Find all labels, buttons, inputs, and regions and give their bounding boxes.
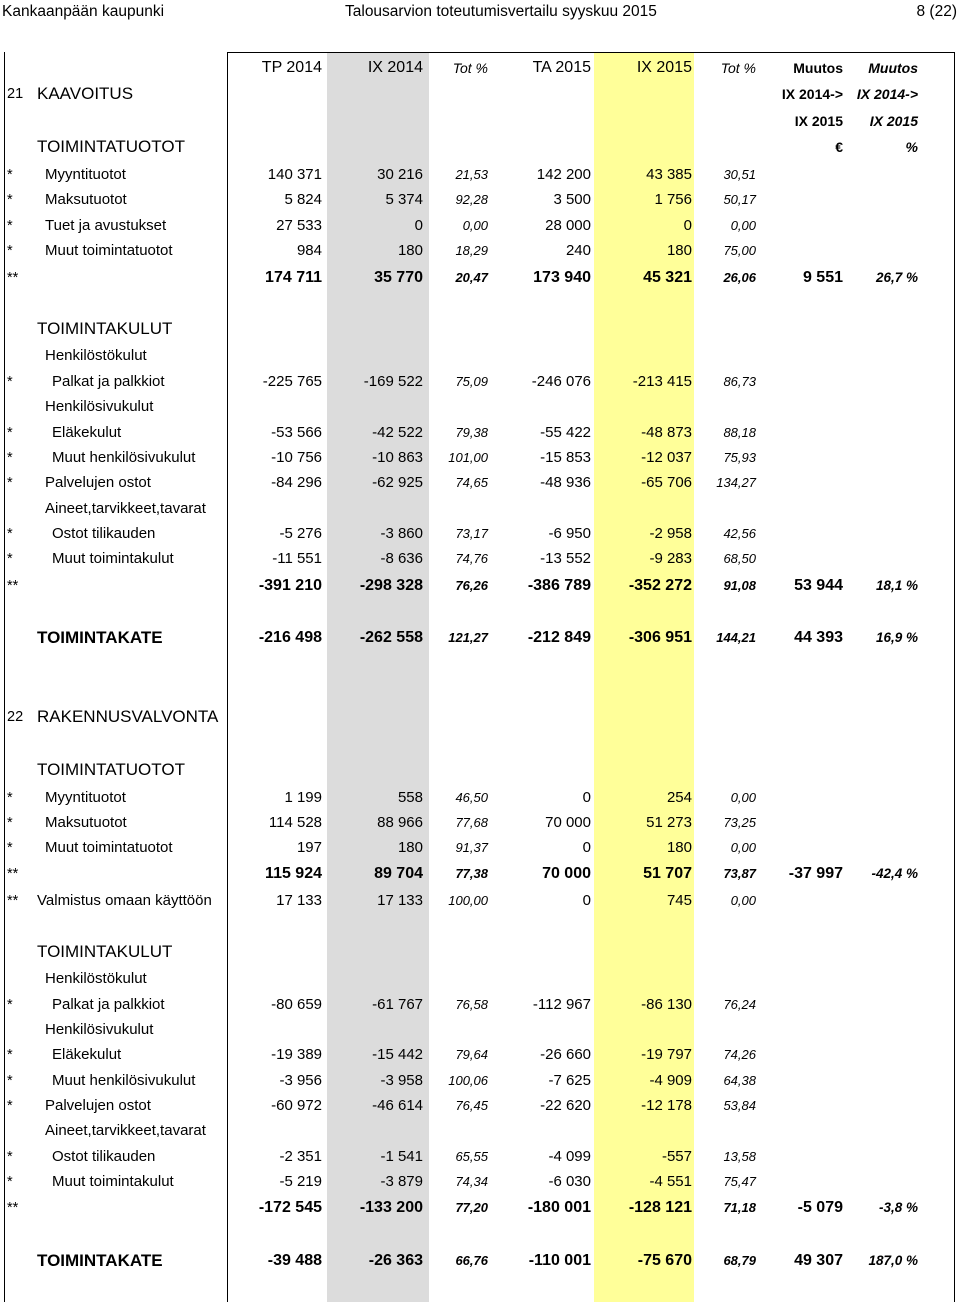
column-header-row [0,56,960,80]
cell-ix15: -557 [661,1148,692,1165]
cell-change-eur: 44 393 [794,629,843,646]
cell-tp14: -60 972 [271,1097,322,1114]
cell-change-pct: 18,1 % [875,578,918,593]
cell-ix15: -12 037 [641,449,692,466]
cell-tot14: 75,09 [455,374,488,389]
row-marker: * [7,374,13,390]
row-label: Myyntituotot [45,789,126,806]
row-label: Muut henkilösivukulut [52,1072,196,1089]
cell-ta15: -6 950 [548,525,591,542]
row-marker: * [7,997,13,1013]
cell-tot14: 91,37 [455,840,488,855]
table-row [0,395,960,419]
col-header-change-eur-unit: € [835,139,843,155]
col-header-change-eur: Muutos [793,60,843,76]
cell-ix14: -1 541 [380,1148,423,1165]
table-row [0,705,960,729]
cell-ta15: -4 099 [548,1148,591,1165]
cell-tp14: -80 659 [271,996,322,1013]
row-label: Ostot tilikauden [52,1148,156,1165]
cell-tot14: 74,76 [455,551,488,566]
cell-ta15: -15 853 [540,449,591,466]
cell-tp14: -172 545 [258,1199,322,1216]
cell-ta15: -180 001 [527,1199,591,1216]
cell-tp14: -10 756 [271,449,322,466]
cell-ix14: 558 [397,789,423,806]
cell-change-pct: -42,4 % [871,866,918,881]
table-row [0,344,960,368]
row-label: Henkilöstökulut [45,970,147,987]
cell-ta15: 0 [582,789,591,806]
cell-ix14: -298 328 [359,577,423,594]
cell-tot15: 30,51 [723,167,756,182]
cell-ix15: -12 178 [641,1097,692,1114]
row-marker: * [7,551,13,567]
cell-tp14: -216 498 [258,629,322,646]
cell-tot14: 76,58 [455,997,488,1012]
cell-tp14: -5 219 [279,1173,322,1190]
cell-tot14: 65,55 [455,1149,488,1164]
cell-ix14: -61 767 [372,996,423,1013]
row-label: Henkilösivukulut [45,398,154,415]
cell-tot15: 75,47 [723,1174,756,1189]
table-row [0,421,960,445]
table-row [0,862,960,886]
col-header-change-eur-line2: IX 2014-> [781,86,843,102]
cell-tp14: 5 824 [284,191,322,208]
cell-tot15: 144,21 [716,630,756,645]
cell-ta15: 173 940 [533,269,591,286]
row-label: Muut toimintakulut [52,1173,174,1190]
cell-ta15: 0 [582,839,591,856]
table-row [0,574,960,598]
cell-tot14: 101,00 [448,450,488,465]
table-row [0,786,960,810]
cell-tp14: -19 389 [271,1046,322,1063]
cell-tp14: -39 488 [267,1252,322,1269]
cell-ix14: -46 614 [372,1097,423,1114]
cell-ix14: -3 860 [380,525,423,542]
cell-ta15: -110 001 [528,1252,591,1269]
cell-tp14: -391 210 [258,577,322,594]
cell-tot14: 74,34 [455,1174,488,1189]
cell-tp14: 27 533 [276,217,322,234]
cell-ta15: 28 000 [545,217,591,234]
cell-change-pct: 16,9 % [875,630,918,645]
cell-ix14: -262 558 [359,629,423,646]
table-row [0,446,960,470]
col-header-tot2015: Tot % [720,60,756,76]
row-marker: ** [7,866,19,882]
cell-ix15: -75 670 [637,1252,692,1269]
cell-ix15: -2 958 [649,525,692,542]
cell-ix14: -8 636 [380,550,423,567]
cell-ta15: -48 936 [540,474,591,491]
cell-tot15: 0,00 [730,218,756,233]
row-label: Aineet,tarvikkeet,tavarat [45,500,206,517]
table-row [0,967,960,991]
cell-tp14: 197 [296,839,322,856]
cell-tot14: 77,38 [455,866,488,881]
col-header-tot2014: Tot % [452,60,488,76]
col-header-change-eur-line3: IX 2015 [794,113,843,129]
cell-ix15: -213 415 [632,373,692,390]
cell-ix15: -128 121 [628,1199,692,1216]
row-label: Tuet ja avustukset [45,217,167,234]
cell-tot14: 100,06 [448,1073,488,1088]
table-row [0,82,960,106]
row-marker: ** [7,893,19,909]
cell-ix14: -3 879 [380,1173,423,1190]
row-marker: * [7,1174,13,1190]
cell-tot15: 42,56 [723,526,756,541]
table-row [0,1196,960,1220]
cell-ta15: -212 849 [527,629,591,646]
cell-tp14: -53 566 [271,424,322,441]
col-header-ix2015: IX 2015 [636,59,692,76]
cell-change-eur: 9 551 [802,269,843,286]
cell-tp14: -84 296 [271,474,322,491]
col-header-ix2014: IX 2014 [367,59,423,76]
cell-ix15: 180 [666,839,692,856]
row-marker: * [7,425,13,441]
cell-ix14: -26 363 [368,1252,423,1269]
row-label: Henkilöstökulut [45,347,147,364]
cell-tot15: 91,08 [723,578,756,593]
page-number: 8 (22) [916,3,957,20]
cell-ix14: -62 925 [372,474,423,491]
row-label: Maksutuotot [45,191,127,208]
cell-ix15: -48 873 [641,424,692,441]
cell-tp14: 984 [296,242,322,259]
cell-tot15: 26,06 [723,270,756,285]
cell-tot14: 100,00 [448,893,488,908]
cell-ix15: -306 951 [628,629,692,646]
cell-tot15: 68,79 [723,1253,756,1268]
row-label: Muut toimintatuotot [45,839,173,856]
cell-tot15: 0,00 [730,790,756,805]
table-row [0,1249,960,1273]
cell-change-eur: 49 307 [794,1252,843,1269]
table-row [0,758,960,782]
cell-tot15: 73,25 [723,815,756,830]
cell-tot14: 76,45 [455,1098,488,1113]
table-row [0,214,960,238]
col-header-change-pct-unit: % [905,139,918,155]
cell-ta15: -22 620 [540,1097,591,1114]
cell-tot14: 77,20 [455,1200,488,1215]
row-label: Ostot tilikauden [52,525,156,542]
table-row [0,1094,960,1118]
cell-ix15: -4 551 [649,1173,692,1190]
col-header-change-pct-line2: IX 2014-> [856,86,918,102]
cell-ta15: 70 000 [545,814,591,831]
table-row [0,317,960,341]
table-row [0,1145,960,1169]
cell-ix15: -9 283 [649,550,692,567]
cell-ix15: -352 272 [628,577,692,594]
cell-tot15: 86,73 [723,374,756,389]
cell-ta15: 0 [582,892,591,909]
cell-ix15: -86 130 [641,996,692,1013]
cell-ix14: 88 966 [377,814,423,831]
table-row [0,626,960,650]
col-header-change-pct: Muutos [868,60,918,76]
table-row [0,163,960,187]
cell-ix15: 254 [666,789,692,806]
cell-tot15: 64,38 [723,1073,756,1088]
organization-name: Kankaanpään kaupunki [2,3,165,20]
cell-ix15: 43 385 [646,166,692,183]
col-header-ta2015: TA 2015 [532,59,591,76]
cell-tp14: -225 765 [262,373,322,390]
cell-ix14: 30 216 [377,166,423,183]
cell-tot15: 68,50 [723,551,756,566]
column-header-row-3 [0,109,960,133]
row-marker: * [7,1098,13,1114]
row-label: TOIMINTATUOTOT [37,760,185,779]
cell-tot14: 79,38 [455,425,488,440]
cell-ta15: 240 [565,242,591,259]
row-label: Muut henkilösivukulut [52,449,196,466]
table-row [0,471,960,495]
cell-ta15: -6 030 [548,1173,591,1190]
row-marker: ** [7,578,19,594]
cell-tot14: 66,76 [455,1253,488,1268]
cell-tot14: 18,29 [455,243,488,258]
cell-ix14: 180 [397,242,423,259]
cell-tot15: 53,84 [723,1098,756,1113]
row-marker: * [7,790,13,806]
cell-tot14: 76,26 [455,578,488,593]
cell-tp14: -3 956 [279,1072,322,1089]
cell-ix15: -65 706 [641,474,692,491]
cell-ix14: 17 133 [377,892,423,909]
row-label: KAAVOITUS [37,84,134,103]
row-marker: * [7,243,13,259]
row-marker: 21 [7,86,24,102]
table-row [0,811,960,835]
cell-change-pct: 187,0 % [868,1253,918,1268]
row-marker: * [7,167,13,183]
row-label: Palvelujen ostot [45,1097,151,1114]
table-row [0,188,960,212]
cell-ix15: -4 909 [649,1072,692,1089]
cell-ta15: 142 200 [536,166,591,183]
cell-ix14: -15 442 [372,1046,423,1063]
row-marker: * [7,526,13,542]
cell-ix14: 0 [414,217,423,234]
cell-ix14: -133 200 [359,1199,423,1216]
table-row [0,1119,960,1143]
row-label: Muut toimintakulut [52,550,174,567]
cell-tot15: 0,00 [730,893,756,908]
cell-ix14: -3 958 [380,1072,423,1089]
cell-tot14: 21,53 [455,167,488,182]
cell-ix15: 180 [666,242,692,259]
table-row [0,547,960,571]
cell-tp14: -2 351 [279,1148,322,1165]
cell-tot15: 50,17 [723,192,756,207]
table-row [0,889,960,913]
row-label: Valmistus omaan käyttöön [37,892,212,909]
table-row [0,836,960,860]
row-label: Palvelujen ostot [45,474,151,491]
cell-ta15: -112 967 [532,996,591,1013]
row-label: Palkat ja palkkiot [52,996,165,1013]
col-header-change-pct-line3: IX 2015 [869,113,918,129]
cell-tot14: 73,17 [455,526,488,541]
cell-ix15: 51 707 [643,865,692,882]
cell-ta15: 70 000 [542,865,591,882]
cell-ix14: -169 522 [363,373,423,390]
table-row [0,522,960,546]
cell-tot15: 75,00 [723,243,756,258]
table-row [0,1170,960,1194]
table-row [0,135,960,159]
cell-ta15: -13 552 [540,550,591,567]
cell-change-eur: -5 079 [797,1199,843,1216]
cell-ix14: 89 704 [374,865,423,882]
cell-ta15: -55 422 [540,424,591,441]
cell-tp14: -11 551 [272,550,322,567]
cell-tp14: 174 711 [265,269,322,286]
table-row [0,239,960,263]
row-label: TOIMINTAKULUT [37,319,173,338]
table-row [0,497,960,521]
cell-ta15: -7 625 [548,1072,591,1089]
row-label: RAKENNUSVALVONTA [37,707,219,726]
cell-ta15: 3 500 [553,191,591,208]
row-label: TOIMINTATUOTOT [37,137,185,156]
table-row [0,1043,960,1067]
cell-tp14: -5 276 [279,525,322,542]
cell-ta15: -26 660 [540,1046,591,1063]
col-header-tp2014: TP 2014 [261,59,322,76]
cell-ix15: 745 [666,892,692,909]
row-label: TOIMINTAKATE [37,1251,163,1270]
row-label: Myyntituotot [45,166,126,183]
cell-ix15: -19 797 [641,1046,692,1063]
cell-ta15: -246 076 [531,373,591,390]
cell-tot14: 0,00 [462,218,488,233]
cell-tot14: 77,68 [455,815,488,830]
row-label: Eläkekulut [52,1046,122,1063]
table-row [0,370,960,394]
row-marker: * [7,1073,13,1089]
row-label: Aineet,tarvikkeet,tavarat [45,1122,206,1139]
row-label: TOIMINTAKULUT [37,942,173,961]
row-marker: * [7,192,13,208]
cell-tot15: 88,18 [723,425,756,440]
cell-tot14: 46,50 [455,790,488,805]
cell-tot14: 92,28 [455,192,488,207]
row-marker: ** [7,270,19,286]
table-row [0,993,960,1017]
cell-tot15: 76,24 [723,997,756,1012]
cell-tot15: 13,58 [723,1149,756,1164]
row-label: Maksutuotot [45,814,127,831]
cell-ix15: 1 756 [654,191,692,208]
table-row [0,1018,960,1042]
table-row [0,1069,960,1093]
row-marker: * [7,218,13,234]
row-marker: * [7,1149,13,1165]
row-marker: ** [7,1200,19,1216]
row-marker: * [7,450,13,466]
cell-ix14: -10 863 [372,449,423,466]
cell-ix15: 45 321 [643,269,692,286]
cell-ix14: 35 770 [374,269,423,286]
cell-tp14: 115 924 [265,865,322,882]
cell-tp14: 140 371 [267,166,322,183]
cell-ix15: 51 273 [646,814,692,831]
cell-tot15: 75,93 [723,450,756,465]
row-marker: 22 [7,709,24,725]
row-label: TOIMINTAKATE [37,628,163,647]
cell-tot14: 79,64 [455,1047,488,1062]
row-marker: * [7,475,13,491]
cell-tot14: 74,65 [455,475,488,490]
row-marker: * [7,840,13,856]
cell-tot15: 134,27 [716,475,756,490]
report-title: Talousarvion toteutumisvertailu syyskuu 2015 [345,3,657,20]
cell-tot15: 74,26 [723,1047,756,1062]
cell-change-pct: 26,7 % [875,270,918,285]
row-marker: * [7,1047,13,1063]
cell-ix15: 0 [683,217,692,234]
row-label: Henkilösivukulut [45,1021,154,1038]
cell-tp14: 17 133 [276,892,322,909]
cell-ix14: 5 374 [385,191,423,208]
row-marker: * [7,815,13,831]
cell-tp14: 1 199 [284,789,322,806]
cell-ix14: 180 [397,839,423,856]
cell-tot15: 0,00 [730,840,756,855]
cell-tot15: 71,18 [723,1200,756,1215]
cell-tot14: 20,47 [455,270,488,285]
cell-ix14: -42 522 [372,424,423,441]
table-row [0,940,960,964]
cell-tot15: 73,87 [723,866,756,881]
cell-tp14: 114 528 [268,814,322,831]
row-label: Palkat ja palkkiot [52,373,165,390]
table-row [0,266,960,290]
row-label: Muut toimintatuotot [45,242,173,259]
cell-change-pct: -3,8 % [878,1200,918,1215]
cell-change-eur: 53 944 [794,577,843,594]
row-label: Eläkekulut [52,424,122,441]
cell-tot14: 121,27 [448,630,488,645]
cell-ta15: -386 789 [527,577,591,594]
cell-change-eur: -37 997 [788,865,843,882]
